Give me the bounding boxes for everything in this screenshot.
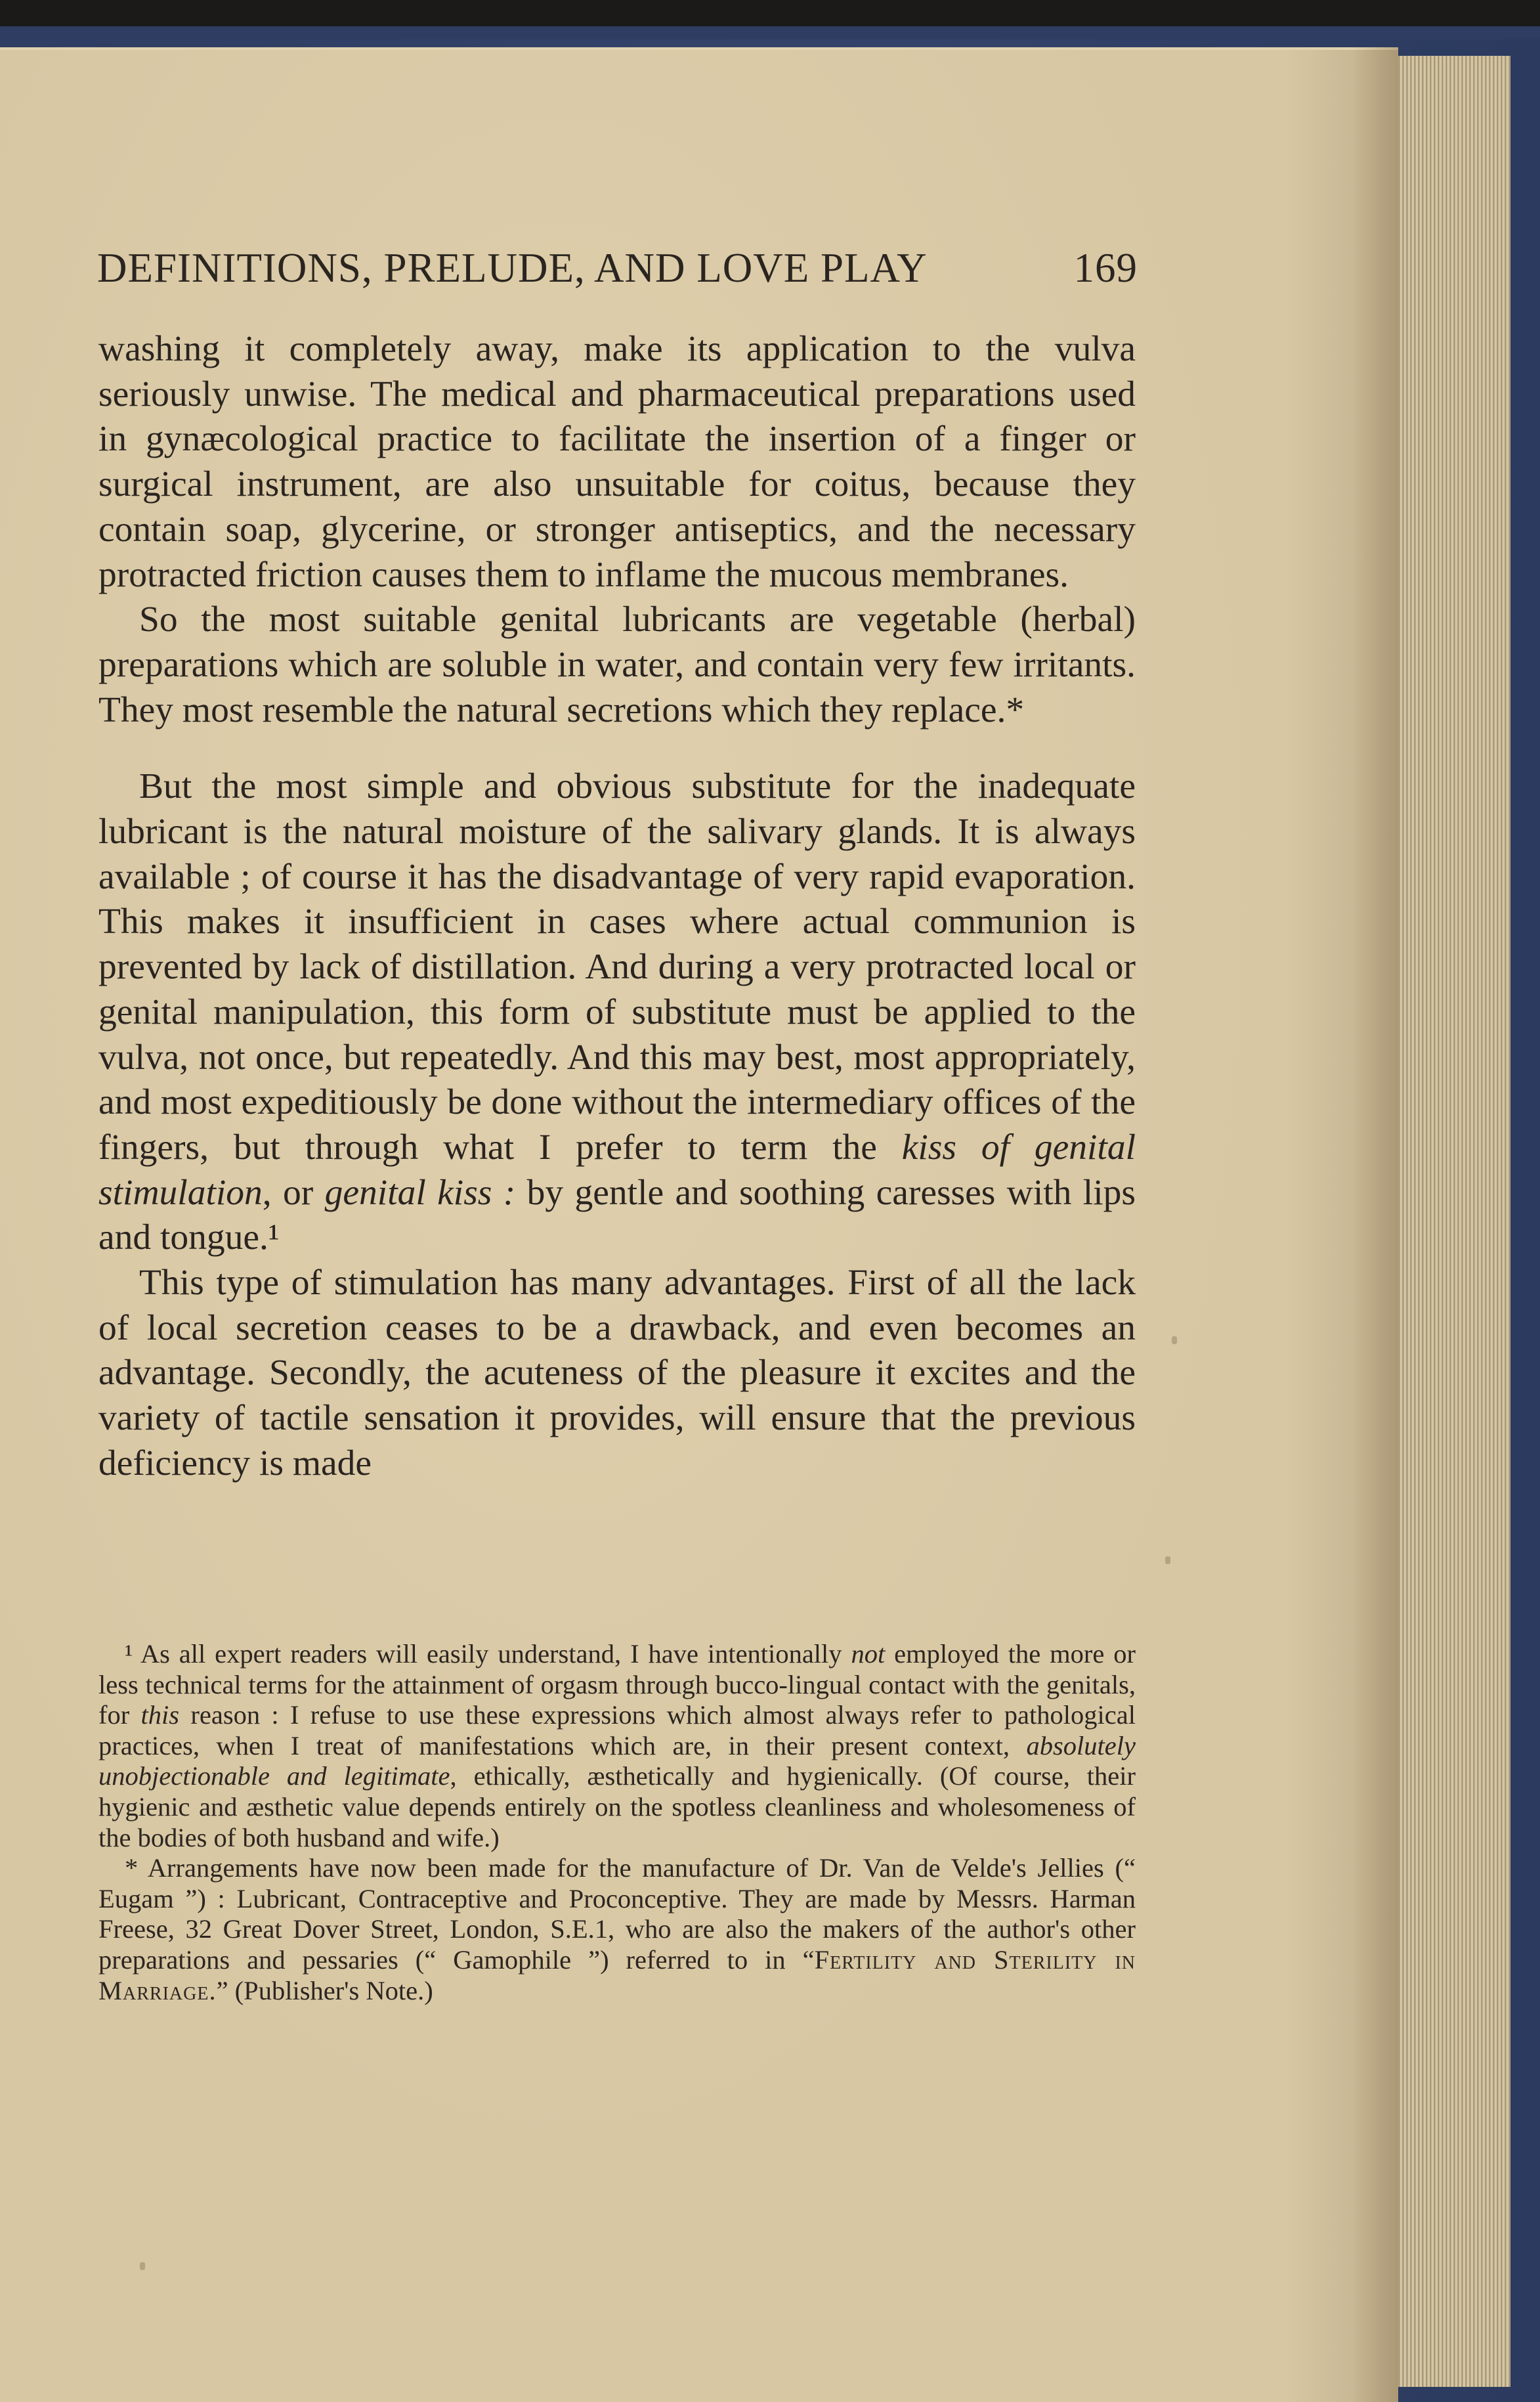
footnote-1-emphasis-3: absolutely unobjectionable and legitimate <box>98 1730 1136 1791</box>
running-head <box>97 244 1138 303</box>
paragraph-3 <box>98 764 1136 1261</box>
running-head-title: DEFINITIONS, PRELUDE, AND LOVE PLAY <box>97 245 928 291</box>
footnote-2 <box>98 1853 1136 2006</box>
footnote-1-text-c: reason : I refuse to use these expressions which almost always refer to pathological practices, when I treat of manifestations which are, in their present context, <box>98 1700 1136 1760</box>
paragraph-3-text-a: But the most simple and obvious substitute for the inadequate lubricant is the natural moisture of the salivary glands. It is always available ; of course it has the disadvantage of very rapid evaporation. This makes it insufficient in cases where actual communion is prevented by lack of distillation. And during a very protracted local or genital manipulation, this form of substitute must be applied to the vulva, not once, but repeatedly. And this may best, most appropriately, and most expeditiously be done without the intermediary offices of the fingers, but through what I prefer to term the <box>98 766 1136 1168</box>
page-gutter-shadow <box>1352 47 1398 2402</box>
footnote-2-book-title: Fertility and Sterility in Marriage. <box>98 1944 1136 2005</box>
footnote-1-emphasis-2: this <box>140 1700 180 1730</box>
paragraph-3-emphasis-1: kiss of genital stimulation <box>98 1127 1136 1213</box>
footnote-2-text-b: ” (Publisher's Note.) <box>216 1975 433 2005</box>
footnote-1-text-a: ¹ As all expert readers will easily understand, I have intentionally <box>125 1639 842 1669</box>
footnote-1-text-b: employed the more or less technical terms for the attainment of orgasm through bucco-lingual contact with the genitals, for <box>98 1639 1136 1730</box>
footnotes <box>98 1639 1136 2006</box>
body-text <box>98 327 1136 1487</box>
footnote-2-text-a: * Arrangements have now been made for the manufacture of Dr. Van de Velde's Jellies (“ Eugam ”) : Lubricant, Contraceptive and Proconceptive. They are made by Messrs. Harman Freese, 32 Great Dover Street, London, S.E.1, who are also the makers of the author's other preparations and pessaries (“ Gamophile ”) referred to in “ <box>98 1853 1136 1975</box>
paragraph-2: So the most suitable genital lubricants are vegetable (herbal) preparations which are soluble in water, and contain very few irritants. They most resemble the natural secretions which they replace.* <box>98 600 1136 730</box>
paper-speck <box>1172 1336 1177 1344</box>
paragraph-3-emphasis-2: genital kiss : <box>324 1172 516 1213</box>
paragraph-3-text-b: , or <box>262 1172 314 1213</box>
page-number: 169 <box>1073 245 1138 291</box>
paper-speck <box>140 2262 145 2270</box>
footnote-1 <box>98 1639 1136 1853</box>
paragraph-3-text-c: by gentle and soothing caresses with lips and tongue.¹ <box>98 1172 1136 1258</box>
footnote-1-text-d: , ethically, æsthetically and hygienically. (Of course, their hygienic and æsthetic value depends entirely on the spotless cleanliness and wholesomeness of the bodies of both husband and wife.) <box>98 1761 1136 1852</box>
paragraph-1: washing it completely away, make its application to the vulva seriously unwise. The medical and pharmaceutical preparations used in gynæcological practice to facilitate the insertion of a finger or surgical instrument, are also unsuitable for coitus, because they contain soap, glycerine, or stronger antiseptics, and the necessary protracted friction causes them to inflame the mucous membranes. <box>98 329 1136 595</box>
paragraph-4: This type of stimulation has many advantages. First of all the lack of local secretion ceases to be a drawback, and even becomes an advantage. Secondly, the acuteness of the pleasure it excites and the variety of tactile sensation it provides, will ensure that the previous deficiency is made <box>98 1263 1136 1483</box>
footnote-1-emphasis-1: not <box>851 1639 886 1669</box>
paper-speck <box>1165 1556 1170 1564</box>
